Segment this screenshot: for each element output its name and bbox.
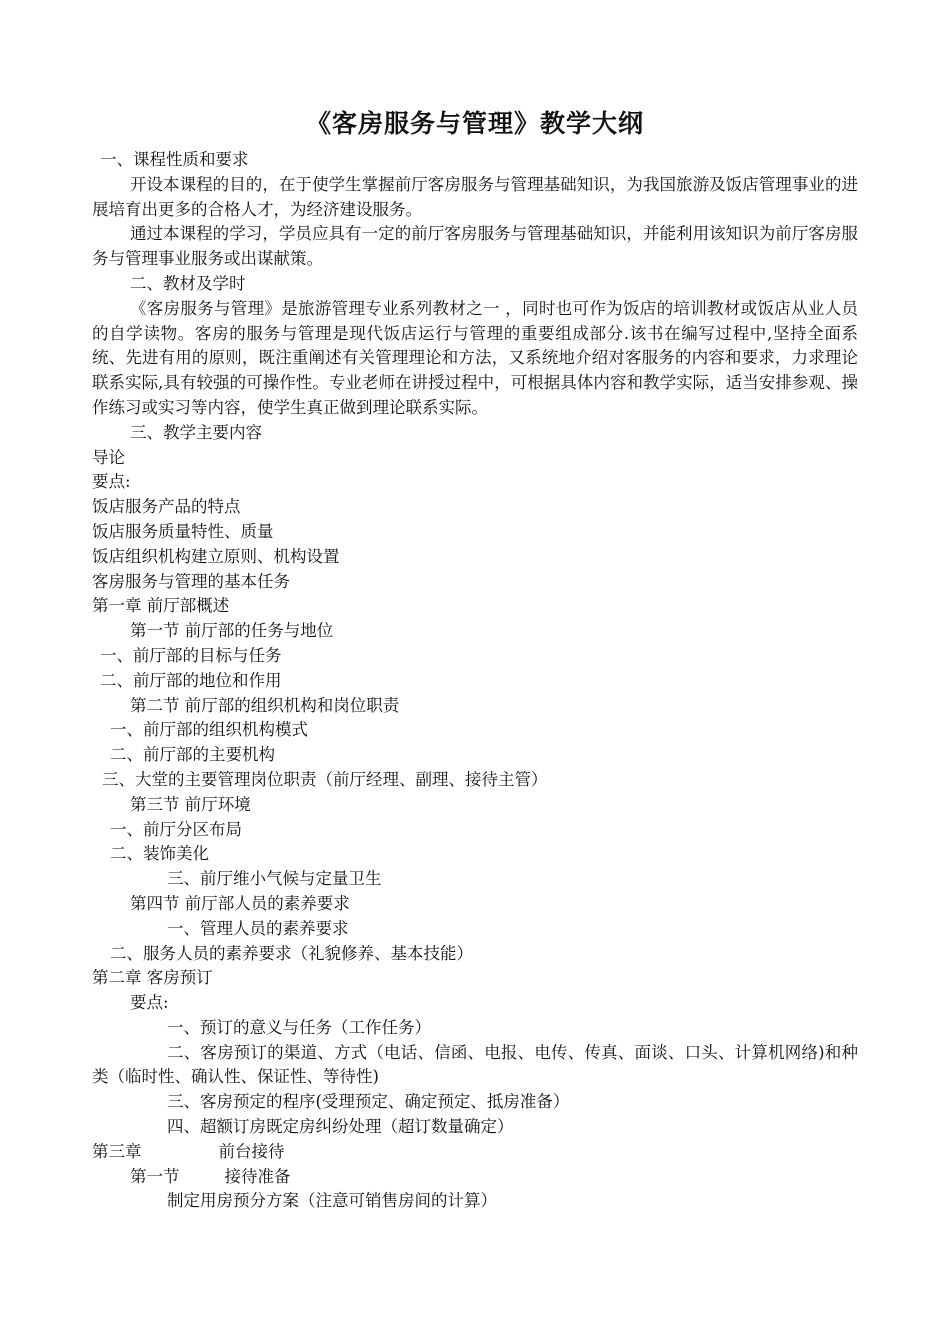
paragraph-textbook: 《客房服务与管理》是旅游管理专业系列教材之一 ，同时也可作为饭店的培训教材或饭店从业人员的自学读物。客房的服务与管理是现代饭店运行与管理的重要组成部分.该书在编写过程中,坚持全面系统、先进有用的原则，既注重阐述有关管理理论和方法，又系统地介绍对客服务的内容和要求，力求理论联系实际,具有较强的可操作性。专业老师在讲授过程中，可根据具体内容和教学实际，适当安排参观、操作练习或实习等内容，使学生真正做到理论联系实际。 — [92, 298, 858, 417]
intro-item: 饭店服务产品的特点 — [92, 497, 241, 517]
paragraph-goals: 通过本课程的学习，学员应具有一定的前厅客房服务与管理基础知识，并能利用该知识为前厅客房服务与管理事业服务或出谋献策。 — [92, 224, 858, 269]
ch1-section-1: 第一节 前厅部的任务与地位 — [130, 621, 334, 641]
ch3-section-1-label: 第一节 — [130, 1166, 180, 1186]
ch2-points-label: 要点: — [130, 993, 169, 1013]
intro-item: 饭店服务质量特性、质量 — [92, 521, 274, 541]
ch1-section-3: 第三节 前厅环境 — [130, 794, 251, 814]
chapter-1-title: 第一章 前厅部概述 — [92, 596, 230, 616]
document-title: 《客房服务与管理》教学大纲 — [305, 109, 644, 138]
ch1-sec2-item: 一、前厅部的组织机构模式 — [110, 720, 308, 740]
paragraph-purpose: 开设本课程的目的，在于使学生掌握前厅客房服务与管理基础知识，为我国旅游及饭店管理事业的进展培育出更多的合格人才，为经济建设服务。 — [92, 174, 858, 219]
ch2-item: 三、客房预定的程序(受理预定、确定预定、抵房准备） — [167, 1092, 570, 1112]
chapter-2-title: 第二章 客房预订 — [92, 968, 213, 988]
ch1-sec1-item: 一、前厅部的目标与任务 — [100, 645, 282, 665]
intro-title: 导论 — [92, 447, 125, 467]
ch2-item: 四、超额订房既定房纠纷处理（超订数量确定） — [167, 1117, 514, 1137]
document-page — [92, 104, 858, 1214]
ch1-sec2-item: 三、大堂的主要管理岗位职责（前厅经理、副理、接待主管） — [102, 769, 548, 789]
ch2-item: 二、客房预订的渠道、方式（电话、信函、电报、电传、传真、面谈、口头、计算机网络)和种类（临时性、确认性、保证性、等待性) — [92, 1042, 858, 1087]
ch1-sec1-item: 二、前厅部的地位和作用 — [100, 670, 282, 690]
ch3-section-1-name: 接待准备 — [224, 1166, 291, 1186]
intro-item: 饭店组织机构建立原则、机构设置 — [92, 546, 340, 566]
ch1-sec4-item: 一、管理人员的素养要求 — [167, 918, 349, 938]
intro-points-label: 要点: — [92, 472, 131, 492]
ch3-section-1 — [92, 1165, 858, 1190]
section-heading-2: 二、教材及学时 — [130, 273, 246, 293]
intro-item: 客房服务与管理的基本任务 — [92, 571, 290, 591]
ch1-sec3-item: 一、前厅分区布局 — [110, 819, 242, 839]
ch1-sec3-item: 三、前厅维小气候与定量卫生 — [167, 869, 382, 889]
chapter-3-name: 前台接待 — [218, 1141, 285, 1161]
ch1-sec3-item: 二、装饰美化 — [110, 844, 209, 864]
ch1-section-2: 第二节 前厅部的组织机构和岗位职责 — [130, 695, 400, 715]
chapter-3-label: 第三章 — [92, 1141, 142, 1161]
ch2-item: 一、预订的意义与任务（工作任务） — [167, 1017, 431, 1037]
section-heading-3: 三、教学主要内容 — [130, 422, 262, 442]
ch1-section-4: 第四节 前厅部人员的素养要求 — [130, 893, 350, 913]
section-heading-1: 一、课程性质和要求 — [100, 150, 249, 169]
ch1-sec4-item: 二、服务人员的素养要求（礼貌修养、基本技能） — [110, 943, 473, 963]
chapter-3-title — [92, 1140, 858, 1165]
ch1-sec2-item: 二、前厅部的主要机构 — [110, 745, 275, 765]
ch3-item: 制定用房预分方案（注意可销售房间的计算） — [167, 1191, 497, 1211]
